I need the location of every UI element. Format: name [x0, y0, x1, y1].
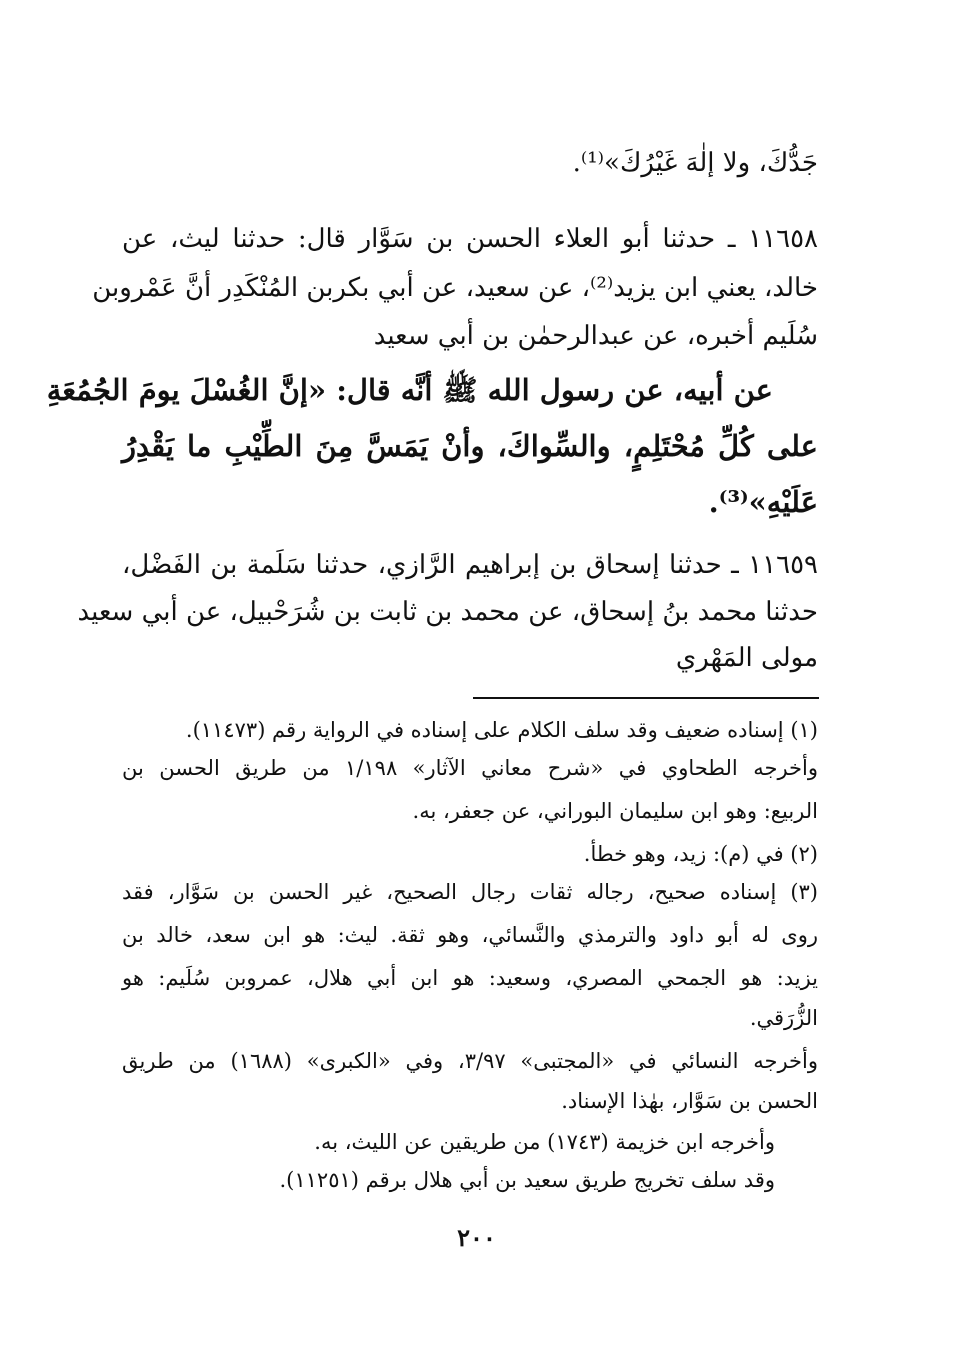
footnote-3-line-8: وقد سلف تخريج طريق سعيد بن أبي هلال برقم (١١٢٥١). — [279, 1168, 775, 1192]
footnote-1-line-1: (١) إسناده ضعيف وقد سلف الكلام على إسناده في الرواية رقم (١١٤٧٣). — [185, 718, 818, 742]
footnote-1-line-3: الربيع: وهو ابن سليمان البوراني، عن جعفر، به. — [412, 799, 818, 823]
continuation-line: جَدُّكَ، ولا إلٰهَ غَيْرُكَ»⁽¹⁾. — [572, 148, 818, 178]
footnote-3-line-4: الزُّرَقي. — [749, 1006, 818, 1030]
hadith-11659-line-2: حدثنا محمد بنُ إسحاق، عن محمد بن ثابت بن شُرَحْبيل، عن أبي سعيد — [77, 597, 818, 627]
hadith-11658-line-2: خالد، يعني ابن يزيد⁽²⁾، عن سعيد، عن أبي بكربن المُنْكَدِر أنَّ عَمْروبن — [92, 273, 818, 303]
footnote-1-line-2: وأخرجه الطحاوي في «شرح معاني الآثار» ١/١٩٨ من طريق الحسن بن — [122, 756, 818, 780]
footnote-3-line-3: يزيد: هو الجمحي المصري، وسعيد: هو ابن أبي هلال، عمروبن سُلَيم: هو — [122, 966, 818, 990]
footnote-separator — [473, 697, 819, 699]
hadith-11658-line-3: سُلَيم أخبره، عن عبدالرحمٰن بن أبي سعيد — [373, 321, 818, 351]
hadith-text-line-2: على كُلِّ مُحْتَلِمٍ، والسِّواكَ، وأنْ يَمَسَّ مِنَ الطِّيْبِ ما يَقْدِرُ — [122, 429, 818, 463]
footnote-3-line-5: وأخرجه النسائي في «المجتبى» ٣/٩٧، وفي «الكبرى» (١٦٨٨) من طريق — [122, 1049, 818, 1073]
page-number: ٢٠٠ — [457, 1223, 496, 1252]
footnote-3-line-6: الحسن بن سَوَّار، بهٰذا الإسناد. — [561, 1089, 818, 1113]
footnote-2: (٢) في (م): زيد، وهو خطأ. — [583, 842, 818, 866]
hadith-11659-line-1: ١١٦٥٩ ـ حدثنا إسحاق بن إبراهيم الرَّازي، حدثنا سَلَمة بن الفَضْل، — [122, 550, 818, 580]
footnote-3-line-1: (٣) إسناده صحيح، رجاله ثقات رجال الصحيح، غير الحسن بن سَوَّار، فقد — [122, 880, 818, 904]
hadith-11659-line-3: مولى المَهْري — [675, 643, 818, 673]
hadith-text-line-1: عن أبيه، عن رسول الله ﷺ أنَّه قال: «إنَّ الغُسْلَ يومَ الجُمُعَةِ — [46, 373, 773, 407]
hadith-text-line-3: عَلَيْهِ»⁽³⁾. — [708, 485, 818, 519]
footnote-3-line-7: وأخرجه ابن خزيمة (١٧٤٣) من طريقين عن الليث، به. — [314, 1130, 775, 1154]
hadith-11658-line-1: ١١٦٥٨ ـ حدثنا أبو العلاء الحسن بن سَوَّار قال: حدثنا ليث، عن — [122, 224, 818, 254]
footnote-3-line-2: روى له أبو داود والترمذي والنَّسائي، وهو ثقة. ليث: هو ابن سعد، خالد بن — [122, 923, 818, 947]
